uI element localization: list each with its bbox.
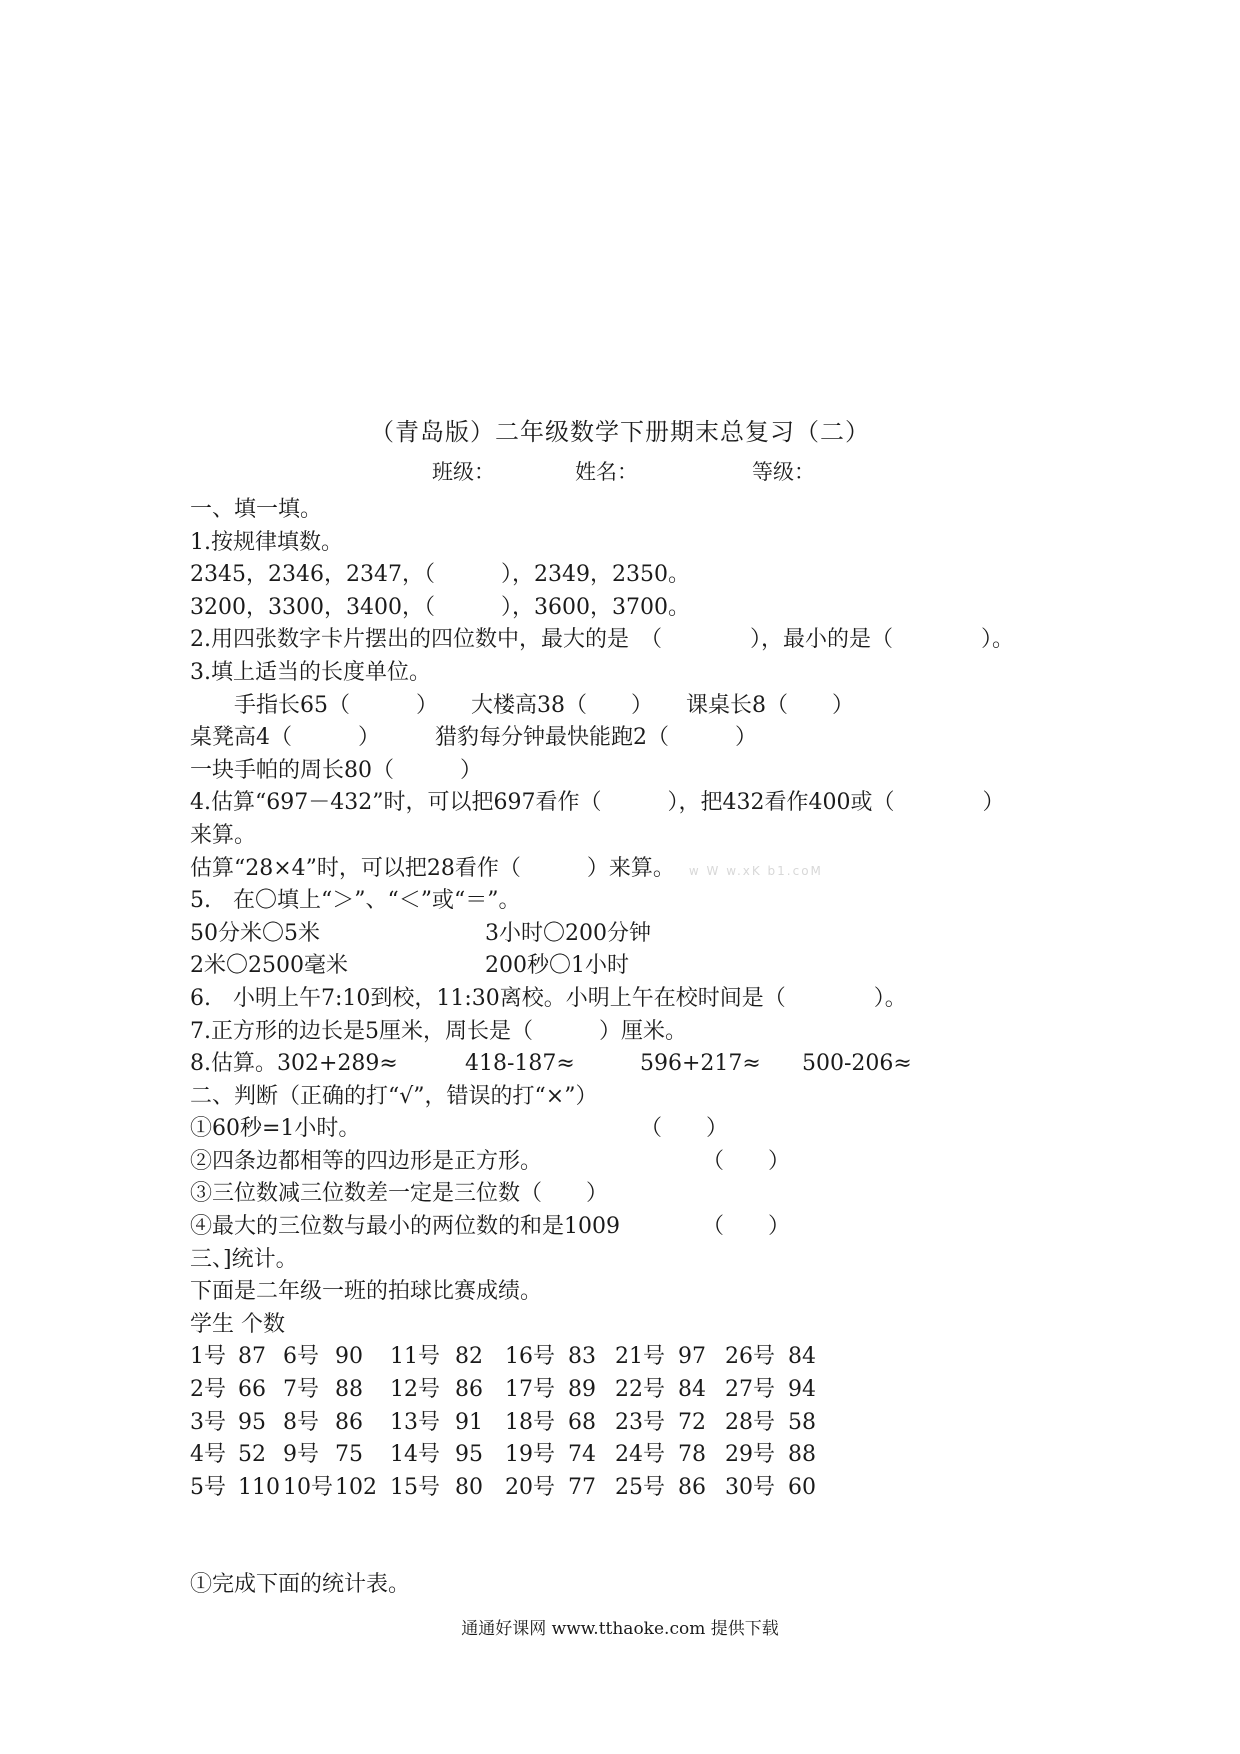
student-number: 1号 [190,1344,226,1370]
ball-count: 110 [238,1474,280,1500]
judge-paren-4: （ ） [702,1214,791,1240]
ball-count: 84 [678,1377,706,1403]
ball-count: 94 [788,1377,816,1403]
q5-compare-3: 2米〇2500毫米 [190,953,348,979]
student-number: 24号 [615,1442,665,1468]
judge-item [190,1146,1090,1179]
student-number: 9号 [283,1442,319,1468]
student-number: 4号 [190,1442,226,1468]
q5-compare-2: 3小时〇200分钟 [485,920,651,946]
q6-text: 6. 小明上午7:10到校，11:30离校。小明上午在校时间是（ ）。 [190,985,907,1011]
section1-heading: 一、填一填。 [190,497,323,522]
ball-count: 88 [788,1442,816,1468]
ball-count: 75 [335,1442,363,1468]
student-number: 17号 [505,1377,555,1403]
watermark-text: w W w.xK b1.coM [688,863,823,878]
q3-line2: 桌凳高4（ ） 猎豹每分钟最快能跑2（ ） [190,725,757,751]
score-row [190,1407,1090,1440]
judge-paren-2: （ ） [702,1148,791,1174]
student-number: 5号 [190,1474,226,1500]
student-number: 27号 [725,1377,775,1403]
ball-count: 84 [788,1344,816,1370]
q4-line3: 估算“28×4”时，可以把28看作（ ）来算。 [190,855,675,881]
q2-text: 2.用四张数字卡片摆出的四位数中，最大的是 （ ），最小的是（ ）。 [190,627,1014,653]
q3-line3: 一块手帕的周长80（ ） [190,757,482,783]
student-info-row [0,456,1240,486]
ball-count: 102 [335,1474,377,1500]
section3-heading: 三、]统计。 [190,1246,298,1272]
student-number: 8号 [283,1409,319,1435]
ball-count: 68 [568,1409,596,1435]
ball-count: 83 [568,1344,596,1370]
name-label: 姓名： [575,460,638,484]
q3-text: 3.填上适当的长度单位。 [190,659,431,685]
ball-count: 86 [678,1474,706,1500]
q1-line2: 3200，3300，3400，（ ），3600，3700。 [190,594,690,620]
ball-count: 58 [788,1409,816,1435]
score-rows [190,1341,1090,1504]
section2-heading: 二、判断（正确的打“√”，错误的打“×”） [190,1083,598,1109]
judge-item [190,1113,1090,1146]
q4-line3-row [190,853,1090,886]
judge-item [190,1211,1090,1244]
ball-count: 95 [455,1442,483,1468]
student-number: 22号 [615,1377,665,1403]
ball-count: 77 [568,1474,596,1500]
student-number: 15号 [390,1474,440,1500]
worksheet-body [190,494,1090,1602]
q5-compare-1: 50分米〇5米 [190,920,320,946]
ball-count: 82 [455,1344,483,1370]
section3-task: ①完成下面的统计表。 [190,1572,411,1598]
score-table-header: 学生 个数 [190,1311,285,1337]
student-number: 14号 [390,1442,440,1468]
score-row [190,1472,1090,1505]
student-number: 2号 [190,1377,226,1403]
student-number: 28号 [725,1409,775,1435]
ball-count: 90 [335,1344,363,1370]
judge-text-2: ②四条边都相等的四边形是正方形。 [190,1148,543,1174]
ball-count: 74 [568,1442,596,1468]
judge-paren-1: （ ） [640,1116,729,1142]
student-number: 26号 [725,1344,775,1370]
q5-row2 [190,950,1090,983]
ball-count: 66 [238,1377,266,1403]
ball-count: 87 [238,1344,266,1370]
student-number: 11号 [390,1344,440,1370]
ball-count: 60 [788,1474,816,1500]
ball-count: 97 [678,1344,706,1370]
student-number: 29号 [725,1442,775,1468]
q5-text: 5. 在〇填上“＞”、“＜”或“＝”。 [190,888,521,914]
q5-compare-4: 200秒〇1小时 [485,953,629,979]
score-row [190,1374,1090,1407]
student-number: 23号 [615,1409,665,1435]
judge-text-4: ④最大的三位数与最小的两位数的和是1009 [190,1214,620,1240]
student-number: 19号 [505,1442,555,1468]
ball-count: 91 [455,1409,483,1435]
page-title: （青岛版）二年级数学下册期末总复习（二） [370,418,870,446]
q1-text: 1.按规律填数。 [190,529,343,555]
q1-line1: 2345，2346，2347，（ ），2349，2350。 [190,562,690,588]
student-number: 12号 [390,1377,440,1403]
student-number: 7号 [283,1377,319,1403]
judge-text-1: ①60秒=1小时。 [190,1116,361,1142]
student-number: 30号 [725,1474,775,1500]
q8-estimate-3: 596+217≈ [640,1051,761,1077]
student-number: 3号 [190,1409,226,1435]
score-row [190,1439,1090,1472]
q8-estimate-4: 500-206≈ [802,1051,912,1077]
student-number: 10号 [283,1474,333,1500]
student-number: 18号 [505,1409,555,1435]
footer-credit: 通通好课网 www.tthaoke.com 提供下载 [461,1619,779,1639]
q3-line1: 手指长65（ ） 大楼高38（ ） 课桌长8（ ） [190,692,854,718]
q7-text: 7.正方形的边长是5厘米，周长是（ ）厘米。 [190,1018,687,1044]
judge-item [190,1178,1090,1211]
q5-row1 [190,918,1090,951]
ball-count: 95 [238,1409,266,1435]
student-number: 16号 [505,1344,555,1370]
grade-label: 等级： [752,460,815,484]
q8-estimate-2: 418-187≈ [465,1051,575,1077]
q4-line1: 4.估算“697－432”时，可以把697看作（ ），把432看作400或（ ） [190,790,1005,816]
student-number: 13号 [390,1409,440,1435]
ball-count: 78 [678,1442,706,1468]
ball-count: 89 [568,1377,596,1403]
section3-intro: 下面是二年级一班的拍球比赛成绩。 [190,1279,543,1305]
ball-count: 72 [678,1409,706,1435]
student-number: 25号 [615,1474,665,1500]
class-label: 班级： [432,460,495,484]
student-number: 21号 [615,1344,665,1370]
ball-count: 88 [335,1377,363,1403]
score-row [190,1341,1090,1374]
q4-line2: 来算。 [190,822,257,848]
ball-count: 86 [455,1377,483,1403]
ball-count: 86 [335,1409,363,1435]
q8-row [190,1048,1090,1081]
student-number: 6号 [283,1344,319,1370]
student-number: 20号 [505,1474,555,1500]
ball-count: 52 [238,1442,266,1468]
judge-text-3: ③三位数减三位数差一定是三位数（ ） [190,1181,609,1207]
ball-count: 80 [455,1474,483,1500]
q8-estimate-1: 8.估算。302+289≈ [190,1051,398,1077]
